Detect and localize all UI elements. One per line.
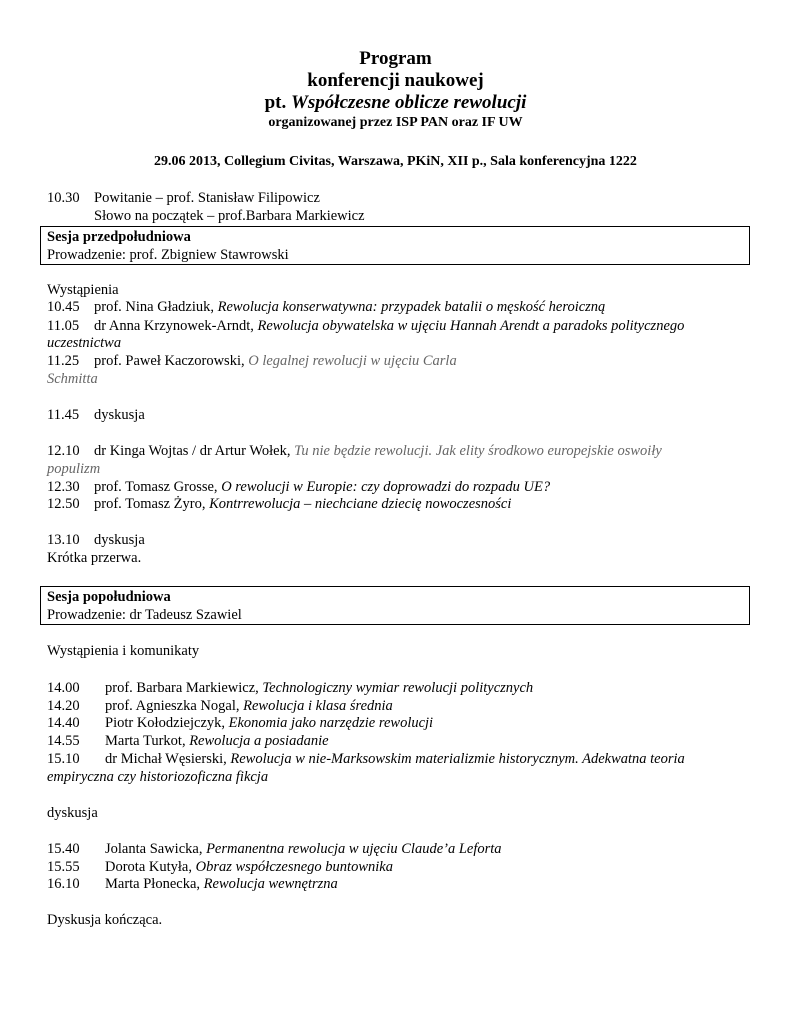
afternoon-session-box [40,586,750,625]
discussion-1310: 13.10 dyskusja [47,532,145,548]
morning-session-heading: Sesja przedpołudniowa [47,229,191,245]
talk-1440: 14.40 Piotr Kołodziejczyk, Ekonomia jako narzędzie rewolucji [47,715,434,731]
afternoon-label: Wystąpienia i komunikaty [47,643,200,659]
title-block [0,48,791,131]
talk-1210-cont: populizm [47,461,101,477]
talk-1105-cont: uczestnictwa [47,335,122,351]
talk-1210: 12.10 dr Kinga Wojtas / dr Artur Wołek, Tu nie będzie rewolucji. Jak elity środkowo europejskie oswoiły [47,443,662,459]
talk-1230: 12.30 prof. Tomasz Grosse, O rewolucji w Europie: czy doprowadzi do rozpadu UE? [47,479,551,495]
talk-1610: 16.10 Marta Płonecka, Rewolucja wewnętrzna [47,876,338,892]
afternoon-session-heading: Sesja popołudniowa [47,589,171,605]
morning-session-box [40,226,750,265]
opening-first-word: Słowo na początek – prof.Barbara Markiewicz [94,208,365,224]
title-topic: pt. Współczesne oblicze rewolucji [264,92,527,113]
opening-welcome: 10.30 Powitanie – prof. Stanisław Filipowicz [47,190,320,206]
talk-1455: 14.55 Marta Turkot, Rewolucja a posiadanie [47,733,329,749]
talk-1125: 11.25 prof. Paweł Kaczorowski, O legalnej rewolucji w ujęciu Carla [47,353,457,369]
organizer-line: organizowanej przez ISP PAN oraz IF UW [268,115,523,130]
talk-1105: 11.05 dr Anna Krzynowek-Arndt, Rewolucja obywatelska w ujęciu Hannah Arendt a paradoks politycznego [47,318,685,334]
afternoon-discussion: dyskusja [47,805,98,821]
title-program: Program [359,48,432,69]
morning-label: Wystąpienia [47,282,119,298]
talk-1420: 14.20 prof. Agnieszka Nogal, Rewolucja i klasa średnia [47,698,393,714]
date-venue-line: 29.06 2013, Collegium Civitas, Warszawa, PKiN, XII p., Sala konferencyjna 1222 [154,154,637,169]
morning-session-chair: Prowadzenie: prof. Zbigniew Stawrowski [47,247,289,263]
talk-1555: 15.55 Dorota Kutyła, Obraz współczesnego buntownika [47,859,393,875]
short-break: Krótka przerwa. [47,550,142,566]
closing-discussion: Dyskusja kończąca. [47,912,163,928]
discussion-1145: 11.45 dyskusja [47,407,145,423]
afternoon-session-chair: Prowadzenie: dr Tadeusz Szawiel [47,607,242,623]
talk-1125-cont: Schmitta [47,371,98,387]
talk-1510: 15.10 dr Michał Węsierski, Rewolucja w nie-Marksowskim materializmie historycznym. Adekwatna teoria [47,751,685,767]
talk-1400: 14.00 prof. Barbara Markiewicz, Technologiczny wymiar rewolucji politycznych [47,680,534,696]
talk-1540: 15.40 Jolanta Sawicka, Permanentna rewolucja w ujęciu Claude’a Leforta [47,841,502,857]
talk-1250: 12.50 prof. Tomasz Żyro, Kontrrewolucja – niechciane dziecię nowoczesności [47,496,512,512]
talk-1510-cont: empiryczna czy historiozoficzna fikcja [47,769,269,785]
title-conference: konferencji naukowej [307,70,484,91]
talk-1045: 10.45 prof. Nina Gładziuk, Rewolucja konserwatywna: przypadek batalii o męskość heroiczną [47,299,606,315]
